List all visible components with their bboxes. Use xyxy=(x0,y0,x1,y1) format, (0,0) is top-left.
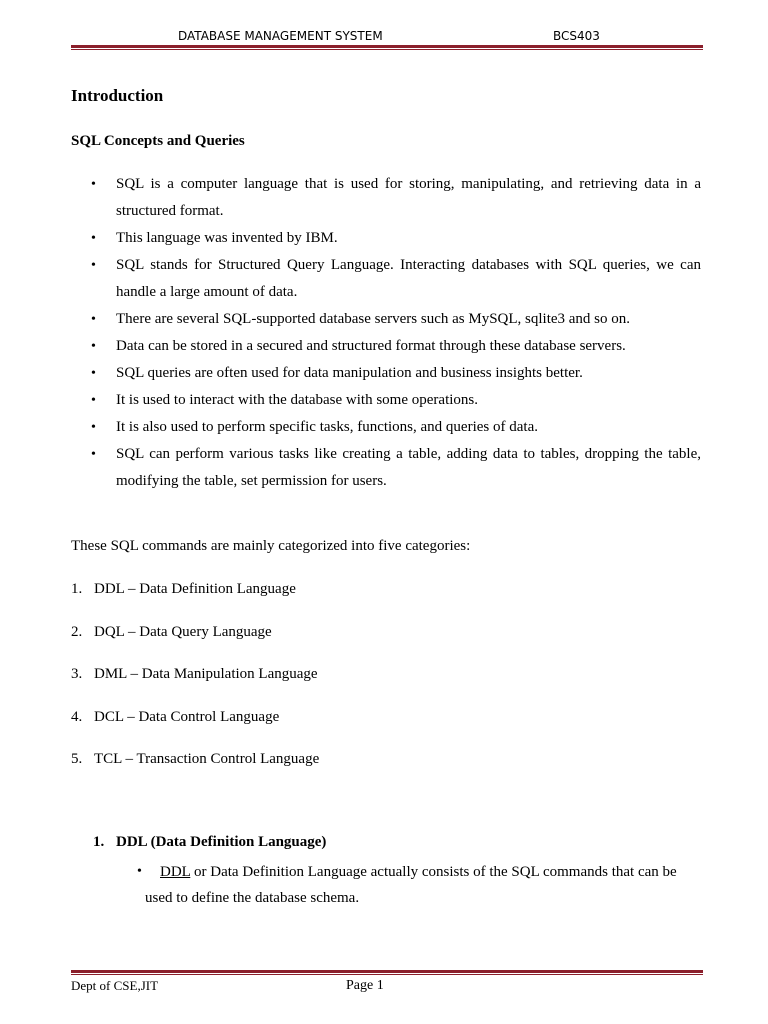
bullet-icon: • xyxy=(91,339,96,354)
list-item: • This language was invented by IBM. xyxy=(71,225,701,252)
bullet-icon: • xyxy=(137,864,142,879)
list-item: • SQL can perform various tasks like creating a table, adding data to tables, dropping the table, modifying the table, set permission for users. xyxy=(71,441,701,495)
page-heading: Introduction xyxy=(71,86,164,105)
footer-department: Dept of CSE,JIT xyxy=(71,978,159,993)
header-rule xyxy=(71,45,703,50)
ddl-section-title: 1. DDL (Data Definition Language) xyxy=(93,834,327,850)
section-subheading: SQL Concepts and Queries xyxy=(71,133,245,149)
bullet-icon: • xyxy=(91,366,96,381)
list-item: 4. DCL – Data Control Language xyxy=(71,708,280,725)
bullet-icon: • xyxy=(91,177,96,192)
bullet-icon: • xyxy=(91,258,96,273)
concepts-bullet-list xyxy=(71,171,701,495)
footer-page-number: Page 1 xyxy=(346,978,384,993)
list-item: 2. DQL – Data Query Language xyxy=(71,623,272,640)
list-item: • It is also used to perform specific tasks, functions, and queries of data. xyxy=(71,414,701,441)
bullet-icon: • xyxy=(91,420,96,435)
list-item: • SQL stands for Structured Query Language. Interacting databases with SQL queries, we can handle a large amount of data. xyxy=(71,252,701,306)
bullet-icon: • xyxy=(91,312,96,327)
list-item: 3. DML – Data Manipulation Language xyxy=(71,666,318,682)
list-item: • There are several SQL-supported database servers such as MySQL, sqlite3 and so on. xyxy=(71,306,701,333)
list-item: 1. DDL – Data Definition Language xyxy=(71,581,296,597)
list-item: 5. TCL – Transaction Control Language xyxy=(71,751,320,767)
header-title: DATABASE MANAGEMENT SYSTEM xyxy=(178,29,383,43)
list-item: • SQL is a computer language that is used for storing, manipulating, and retrieving data in a structured format. xyxy=(71,171,701,225)
header-course-code: BCS403 xyxy=(553,29,600,43)
bullet-icon: • xyxy=(91,447,96,462)
categories-intro: These SQL commands are mainly categorized into five categories: xyxy=(71,538,471,554)
bullet-icon: • xyxy=(91,231,96,246)
list-item: • SQL queries are often used for data manipulation and business insights better. xyxy=(71,360,701,387)
footer-rule xyxy=(71,970,703,975)
ddl-term: DDL xyxy=(160,864,191,880)
bullet-icon: • xyxy=(91,393,96,408)
categories-list xyxy=(71,578,319,791)
list-item: • It is used to interact with the database with some operations. xyxy=(71,387,701,414)
ddl-bullet: • DDL or Data Definition Language actually consists of the SQL commands that can be used to define the database schema. xyxy=(117,859,707,911)
list-item: • Data can be stored in a secured and structured format through these database servers. xyxy=(71,333,701,360)
